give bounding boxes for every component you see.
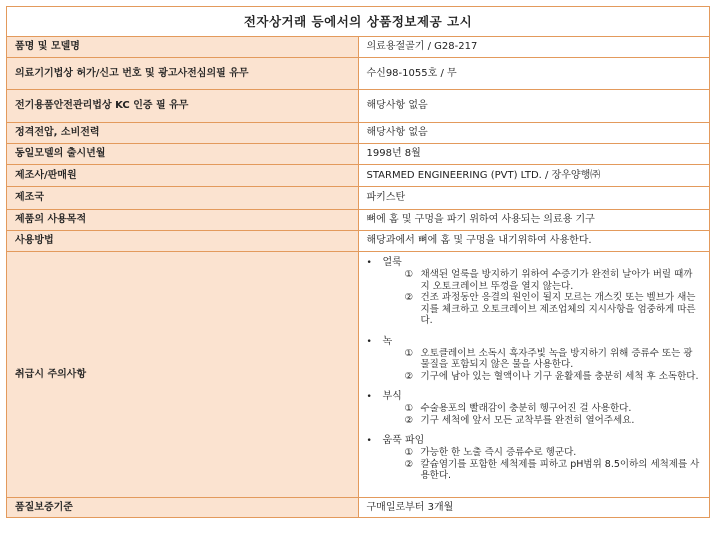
row-label: 사용방법 xyxy=(7,231,359,252)
row-label: 제품의 사용목적 xyxy=(7,210,359,231)
item-text: 기구 세척에 앞서 모든 교착부를 완전히 열어주세요. xyxy=(420,414,635,426)
row-label: 의료기기법상 허가/신고 번호 및 광고사전심의필 유무 xyxy=(7,58,359,90)
row-release-date xyxy=(7,144,710,165)
row-label: 제조사/판매원 xyxy=(7,165,359,187)
item-text: 수술용포의 빨래감이 충분히 헹구어진 걸 사용한다. xyxy=(420,403,632,414)
caution-section-title: 부식 xyxy=(382,391,402,402)
caution-section xyxy=(367,257,702,327)
item-number: ② xyxy=(404,458,414,470)
bullet-icon: • xyxy=(366,258,372,268)
row-label: 정격전압, 소비전력 xyxy=(7,123,359,144)
row-value: STARMED ENGINEERING (PVT) LTD. / 장우양행㈜ xyxy=(358,165,710,187)
bullet-icon: • xyxy=(366,436,372,446)
caution-section xyxy=(367,336,702,383)
item-text: 오토클레이브 소독시 흑자주빛 녹을 방지하기 위해 증류수 또는 광물질을 포함되지 않은 물을 사용한다. xyxy=(420,347,693,370)
item-text: 칼슘염기를 포함한 세척제를 피하고 pH범위 8.5이하의 세척제를 사용한다. xyxy=(420,458,700,481)
caution-item xyxy=(405,269,702,292)
item-number: ① xyxy=(404,447,414,458)
caution-section-title: 녹 xyxy=(382,335,393,347)
item-number: ① xyxy=(404,347,414,359)
item-text: 채색된 얼룩을 방지하기 위하여 수증기가 완전히 날아가 버릴 때까지 오토크레이브 뚜껑을 열지 않는다. xyxy=(420,269,693,292)
row-label: 전기용품안전관리법상 KC 인증 필 유무 xyxy=(7,90,359,123)
caution-item xyxy=(405,459,702,482)
caution-item xyxy=(405,292,702,327)
table-title-row xyxy=(7,7,710,37)
product-info-sheet xyxy=(6,6,710,518)
caution-item xyxy=(405,371,702,383)
bullet-icon: • xyxy=(366,336,372,347)
item-text: 기구에 남아 있는 혈액이나 기구 윤활제를 충분히 세척 후 소독한다. xyxy=(420,370,699,382)
row-warranty xyxy=(7,498,710,518)
item-text: 가능한 한 노출 즉시 증류수로 헹군다. xyxy=(420,447,577,458)
caution-section xyxy=(367,391,702,426)
row-manufacturer xyxy=(7,165,710,187)
caution-item xyxy=(405,447,702,459)
table-title: 전자상거래 등에서의 상품정보제공 고시 xyxy=(7,7,710,37)
item-number: ① xyxy=(404,403,414,414)
row-value: 파키스탄 xyxy=(358,187,710,210)
product-info-table xyxy=(6,6,710,518)
row-kc-cert xyxy=(7,90,710,123)
item-number: ② xyxy=(404,292,414,303)
caution-item xyxy=(405,415,702,427)
row-value: 수신98-1055호 / 무 xyxy=(358,58,710,90)
row-label: 제조국 xyxy=(7,187,359,210)
item-number: ② xyxy=(404,414,414,426)
row-country xyxy=(7,187,710,210)
row-label: 취급시 주의사항 xyxy=(7,252,359,498)
item-number: ① xyxy=(404,269,414,280)
row-label: 동일모델의 출시년월 xyxy=(7,144,359,165)
row-value: 의료용절골기 / G28-217 xyxy=(358,37,710,58)
caution-section-title: 움푹 파임 xyxy=(382,435,425,446)
row-permit-number xyxy=(7,58,710,90)
caution-item xyxy=(405,403,702,415)
bullet-icon: • xyxy=(366,392,372,402)
row-voltage-power xyxy=(7,123,710,144)
caution-section xyxy=(367,435,702,482)
row-value: 해당사항 없음 xyxy=(358,90,710,123)
item-text: 건조 과정동안 응결의 원인이 될지 모르는 개스킷 또는 벨브가 새는지를 체크하고 오토크레이브 제조업체의 지시사항을 엄중하게 따른다. xyxy=(420,292,696,326)
row-value: 구매일로부터 3개월 xyxy=(358,498,710,518)
row-product-name xyxy=(7,37,710,58)
row-purpose xyxy=(7,210,710,231)
row-usage xyxy=(7,231,710,252)
item-number: ② xyxy=(404,370,414,382)
row-label: 품질보증기준 xyxy=(7,498,359,518)
row-value: 해당사항 없음 xyxy=(358,123,710,144)
row-value: 1998년 8월 xyxy=(358,144,710,165)
row-handling-caution xyxy=(7,252,710,498)
caution-section-title: 얼룩 xyxy=(382,257,402,268)
caution-content xyxy=(358,252,710,498)
row-value: 해당과에서 뼈에 홈 및 구멍을 내기위하여 사용한다. xyxy=(358,231,710,252)
row-label: 품명 및 모델명 xyxy=(7,37,359,58)
row-value: 뼈에 홈 및 구멍을 파기 위하여 사용되는 의료용 기구 xyxy=(358,210,710,231)
caution-item xyxy=(405,348,702,371)
